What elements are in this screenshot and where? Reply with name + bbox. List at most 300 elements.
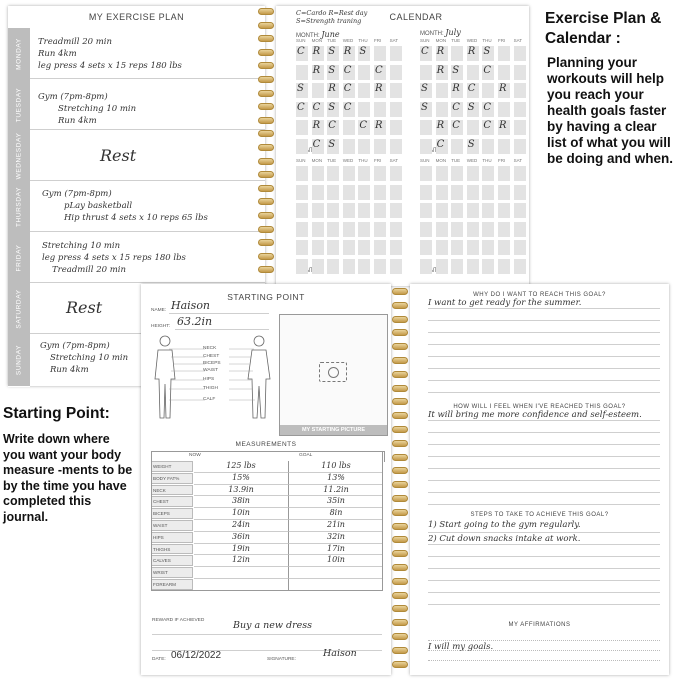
calendar-day-cell[interactable] [498, 185, 510, 200]
calendar-day-cell[interactable] [482, 203, 494, 218]
measure-goal-value[interactable]: 10in [289, 555, 383, 567]
measure-goal-value[interactable]: 110 lbs [289, 461, 383, 473]
calendar-day-cell[interactable] [498, 259, 510, 274]
calendar-day-cell[interactable] [390, 46, 402, 61]
signature-label: SIGNATURE: [267, 657, 296, 662]
weekday-header: MON [435, 158, 447, 163]
day-mark: S [297, 83, 304, 94]
day-mark: R [499, 83, 507, 94]
calendar-day-cell[interactable] [327, 65, 339, 80]
body-label: NECK [203, 346, 217, 351]
measure-col-col_now: NOW [189, 453, 201, 458]
writing-line [428, 332, 660, 333]
calendar-day-cell[interactable] [374, 203, 386, 218]
calendar-day-cell[interactable] [467, 120, 479, 135]
calendar-day-cell[interactable] [420, 83, 432, 98]
calendar-day-cell[interactable] [327, 166, 339, 181]
goals-page [410, 284, 669, 675]
day-mark: R [436, 120, 445, 131]
calendar-day-cell[interactable] [451, 222, 463, 237]
measure-now-value[interactable]: 125 lbs [194, 461, 289, 473]
calendar-day-cell[interactable] [327, 83, 339, 98]
calendar-day-cell[interactable] [498, 240, 510, 255]
calendar-day-cell[interactable] [374, 259, 386, 274]
writing-line [428, 556, 660, 557]
calendar-day-cell[interactable] [451, 46, 463, 61]
day-mark: C [343, 64, 352, 76]
calendar-day-cell[interactable] [467, 166, 479, 181]
day-mark: S [328, 138, 336, 150]
calendar-day-cell[interactable] [358, 102, 370, 117]
writing-line [428, 420, 660, 421]
steps-answer: 1) Start going to the gym regularly. 2) Cut down snacks intake at work. [428, 520, 581, 544]
calendar-day-cell[interactable] [498, 203, 510, 218]
weekday-header: THU [358, 38, 368, 43]
calendar-day-cell[interactable] [482, 166, 494, 181]
day-mark: R [312, 64, 321, 76]
calendar-day-cell[interactable] [327, 185, 339, 200]
writing-line [428, 580, 660, 581]
day-mark: S [467, 138, 475, 150]
calendar-day-cell[interactable] [343, 185, 355, 200]
day-label-saturday: SATURDAY [8, 283, 30, 335]
starting-point-title: STARTING POINT [227, 292, 305, 302]
calendar-day-cell[interactable] [498, 46, 510, 61]
calendar-day-cell[interactable] [467, 185, 479, 200]
calendar-day-cell[interactable] [390, 203, 402, 218]
calendar-day-cell[interactable] [436, 139, 448, 154]
calendar-day-cell[interactable] [296, 222, 308, 237]
calendar-day-cell[interactable] [436, 102, 448, 117]
weekday-header: FRI [374, 158, 382, 163]
calendar-day-cell[interactable] [514, 259, 526, 274]
calendar-day-cell[interactable] [436, 240, 448, 255]
calendar-day-cell[interactable] [343, 166, 355, 181]
calendar-day-cell[interactable] [374, 139, 386, 154]
measure-now-value[interactable]: 12in [194, 555, 289, 567]
weekday-header: TUE [451, 38, 461, 43]
calendar-day-cell[interactable] [498, 120, 510, 135]
calendar-day-cell[interactable] [436, 46, 448, 61]
calendar-day-cell[interactable] [451, 259, 463, 274]
calendar-day-cell[interactable] [451, 102, 463, 117]
calendar-day-cell[interactable] [514, 185, 526, 200]
calendar-day-cell[interactable] [420, 120, 432, 135]
calendar-day-cell[interactable] [358, 240, 370, 255]
date-label: DATE: [152, 657, 166, 662]
spiral-binding [258, 8, 274, 280]
day-mark: S [421, 101, 428, 113]
calendar-day-cell[interactable] [296, 240, 308, 255]
spiral-ring [258, 266, 274, 273]
calendar-day-cell[interactable] [451, 65, 463, 80]
day-label-friday: FRIDAY [8, 232, 30, 284]
plan-caption-text: Planning your workouts will help you reach your health goals faster by having a clear list of what you will be doing and when. [547, 55, 673, 166]
calendar-day-cell[interactable] [482, 185, 494, 200]
spiral-ring [258, 62, 274, 69]
calendar-day-cell[interactable] [390, 166, 402, 181]
calendar-day-cell[interactable] [327, 203, 339, 218]
weekday-header: SAT [513, 38, 523, 43]
weekday-header: SUN [420, 38, 430, 43]
calendar-day-cell[interactable] [467, 240, 479, 255]
spiral-ring [392, 550, 408, 557]
measure-col-col_goal: GOAL [299, 453, 313, 458]
calendar-day-cell[interactable] [343, 102, 355, 117]
calendar-day-cell[interactable] [343, 240, 355, 255]
spiral-ring [392, 481, 408, 488]
writing-line [428, 468, 660, 469]
calendar-day-cell[interactable] [358, 120, 370, 135]
day-mark: C [297, 101, 305, 113]
calendar-day-cell[interactable] [358, 83, 370, 98]
body-label: BICEPS [203, 361, 221, 366]
calendar-day-cell[interactable] [374, 240, 386, 255]
calendar-day-cell[interactable] [390, 83, 402, 98]
writing-line [428, 492, 660, 493]
spiral-ring [258, 22, 274, 29]
weekday-header: TUE [451, 158, 461, 163]
calendar-day-cell[interactable] [451, 166, 463, 181]
measure-goal-value[interactable]: 21in [289, 520, 383, 532]
measure-now-value[interactable]: 24in [194, 520, 289, 532]
calendar-day-cell[interactable] [436, 259, 448, 274]
affirmation-text: I will my goals. [428, 642, 494, 652]
day-mark: S [483, 46, 491, 57]
calendar-day-cell[interactable] [312, 185, 324, 200]
day-mark: S [359, 46, 367, 57]
calendar-day-cell[interactable] [343, 83, 355, 98]
calendar-day-cell[interactable] [327, 259, 339, 274]
calendar-day-cell[interactable] [420, 259, 432, 274]
calendar-day-cell[interactable] [467, 46, 479, 61]
calendar-day-cell[interactable] [374, 65, 386, 80]
measure-row-label: CHEST [151, 496, 193, 507]
calendar-day-cell[interactable] [358, 166, 370, 181]
name-label: NAME: [151, 308, 167, 313]
calendar-day-cell[interactable] [514, 222, 526, 237]
calendar-day-cell[interactable] [482, 120, 494, 135]
calendar-day-cell[interactable] [312, 83, 324, 98]
calendar-day-cell[interactable] [420, 102, 432, 117]
calendar-day-cell[interactable] [390, 185, 402, 200]
calendar-day-cell[interactable] [312, 166, 324, 181]
day-mark: S [467, 101, 475, 113]
calendar-day-cell[interactable] [374, 185, 386, 200]
measure-row-label: FOREARM [151, 579, 193, 590]
day-label-thursday: THURSDAY [8, 181, 30, 233]
weekday-header: FRI [498, 158, 506, 163]
measure-now-value[interactable] [194, 579, 289, 591]
calendar-day-cell[interactable] [482, 259, 494, 274]
writing-line [428, 344, 660, 345]
calendar-day-cell[interactable] [451, 185, 463, 200]
spiral-ring [392, 536, 408, 543]
spiral-ring [392, 467, 408, 474]
calendar-day-cell[interactable] [327, 240, 339, 255]
spiral-ring [392, 523, 408, 530]
day-mark: C [328, 120, 336, 131]
day-mark: C [452, 101, 460, 113]
calendar-day-cell[interactable] [358, 65, 370, 80]
day-mark: C [483, 101, 492, 113]
date-value: 06/12/2022 [171, 650, 222, 661]
measure-now-value[interactable]: 15% [194, 473, 289, 485]
reward-value: Buy a new dress [233, 620, 313, 631]
calendar-day-cell[interactable] [358, 259, 370, 274]
calendar-day-cell[interactable] [390, 222, 402, 237]
calendar-day-cell[interactable] [358, 222, 370, 237]
measure-goal-value[interactable]: 11.2in [289, 485, 383, 497]
calendar-day-cell[interactable] [451, 139, 463, 154]
calendar-day-cell[interactable] [436, 203, 448, 218]
calendar-day-cell[interactable] [327, 139, 339, 154]
sunday-plan: Gym (7pm-8pm) Stretching 10 min Run 4km [40, 341, 129, 375]
name-value: Haison [171, 299, 211, 312]
weekday-header: FRI [374, 38, 382, 43]
day-mark: C [343, 101, 352, 113]
calendar-day-cell[interactable] [327, 102, 339, 117]
calendar-day-cell[interactable] [467, 203, 479, 218]
wednesday-plan: Rest [100, 146, 137, 165]
calendar-day-cell[interactable] [467, 83, 479, 98]
camera-icon [319, 362, 347, 382]
calendar-day-cell[interactable] [514, 166, 526, 181]
calendar-day-cell[interactable] [374, 102, 386, 117]
calendar-page [276, 6, 529, 286]
calendar-day-cell[interactable] [374, 166, 386, 181]
calendar-day-cell[interactable] [467, 65, 479, 80]
tuesday-plan: Gym (7pm-8pm) Stretching 10 min Run 4km [38, 92, 137, 126]
calendar-day-cell[interactable] [390, 139, 402, 154]
calendar-day-cell[interactable] [467, 102, 479, 117]
calendar-day-cell[interactable] [312, 102, 324, 117]
weekday-header: WED [342, 158, 354, 163]
calendar-day-cell[interactable] [358, 139, 370, 154]
start-caption-text: Write down where you want your body measure -ments to be by the time you have completed this journal. [3, 432, 133, 524]
spiral-ring [258, 158, 274, 165]
calendar-day-cell[interactable] [436, 222, 448, 237]
measure-now-value[interactable]: 36in [194, 532, 289, 544]
measure-now-value[interactable]: 19in [194, 544, 289, 556]
spiral-ring [392, 509, 408, 516]
calendar-day-cell[interactable] [312, 203, 324, 218]
measure-goal-value[interactable] [289, 579, 383, 591]
calendar-day-cell[interactable] [482, 102, 494, 117]
calendar-day-cell[interactable] [296, 102, 308, 117]
calendar-day-cell[interactable] [296, 139, 308, 154]
day-mark: S [328, 46, 336, 57]
calendar-day-cell[interactable] [514, 46, 526, 61]
weekday-header: FRI [498, 38, 506, 43]
spiral-ring [258, 171, 274, 178]
calendar-day-cell[interactable] [451, 120, 463, 135]
spiral-ring [258, 185, 274, 192]
calendar-day-cell[interactable] [420, 139, 432, 154]
calendar-day-cell[interactable] [482, 139, 494, 154]
calendar-day-cell[interactable] [420, 46, 432, 61]
writing-line [428, 504, 660, 505]
calendar-day-cell[interactable] [420, 166, 432, 181]
calendar-day-cell[interactable] [312, 120, 324, 135]
calendar-day-cell[interactable] [358, 46, 370, 61]
dotted-line [428, 640, 660, 641]
day-mark: C [297, 46, 305, 57]
calendar-day-cell[interactable] [327, 222, 339, 237]
calendar-day-cell[interactable] [312, 240, 324, 255]
calendar-day-cell[interactable] [514, 65, 526, 80]
calendar-day-cell[interactable] [451, 83, 463, 98]
calendar-day-cell[interactable] [482, 83, 494, 98]
calendar-day-cell[interactable] [343, 259, 355, 274]
calendar-day-cell[interactable] [374, 222, 386, 237]
calendar-day-cell[interactable] [498, 102, 510, 117]
calendar-day-cell[interactable] [296, 46, 308, 61]
measure-goal-value[interactable]: 17in [289, 544, 383, 556]
day-mark: S [452, 64, 460, 76]
measure-goal-value[interactable]: 13% [289, 473, 383, 485]
calendar-day-cell[interactable] [482, 46, 494, 61]
day-label-wednesday: WEDNESDAY [8, 130, 30, 182]
measure-now-value[interactable] [194, 567, 289, 579]
day-mark: R [375, 83, 383, 94]
spiral-ring [392, 454, 408, 461]
calendar-day-cell[interactable] [451, 203, 463, 218]
calendar-day-cell[interactable] [327, 46, 339, 61]
calendar-day-cell[interactable] [436, 83, 448, 98]
body-label: THIGH [203, 386, 218, 391]
spiral-ring [392, 495, 408, 502]
calendar-day-cell[interactable] [312, 65, 324, 80]
calendar-day-cell[interactable] [374, 120, 386, 135]
calendar-day-cell[interactable] [514, 83, 526, 98]
calendar-day-cell[interactable] [514, 139, 526, 154]
feel-answer: It will bring me more confidence and self-esteem. [428, 410, 642, 420]
spiral-ring [258, 103, 274, 110]
calendar-day-cell[interactable] [498, 139, 510, 154]
calendar-day-cell[interactable] [436, 120, 448, 135]
calendar-day-cell[interactable] [514, 120, 526, 135]
calendar-day-cell[interactable] [343, 222, 355, 237]
monday-plan: Treadmill 20 min Run 4km leg press 4 sets x 15 reps 180 lbs [38, 37, 182, 71]
calendar-day-cell[interactable] [498, 166, 510, 181]
calendar-day-cell[interactable] [514, 240, 526, 255]
calendar-day-cell[interactable] [498, 222, 510, 237]
spiral-ring [258, 239, 274, 246]
calendar-day-cell[interactable] [482, 222, 494, 237]
weekday-header: MON [311, 158, 323, 163]
measure-now-value[interactable]: 13.9in [194, 485, 289, 497]
calendar-day-cell[interactable] [343, 65, 355, 80]
body-label: HIPS [203, 377, 215, 382]
calendar-day-cell[interactable] [420, 203, 432, 218]
calendar-day-cell[interactable] [312, 222, 324, 237]
spiral-ring [258, 144, 274, 151]
steps-label: STEPS TO TAKE TO ACHIEVE THIS GOAL? [470, 512, 609, 518]
calendar-day-cell[interactable] [498, 65, 510, 80]
measure-now-value[interactable]: 10in [194, 508, 289, 520]
day-label-sunday: SUNDAY [8, 334, 30, 387]
measure-now-value[interactable]: 38in [194, 496, 289, 508]
measure-goal-value[interactable] [289, 567, 383, 579]
calendar-day-cell[interactable] [390, 240, 402, 255]
measure-goal-value[interactable]: 35in [289, 496, 383, 508]
calendar-day-cell[interactable] [436, 185, 448, 200]
day-mark: C [483, 120, 492, 131]
measure-row-label: WAIST [151, 520, 193, 531]
weekday-header: THU [358, 158, 368, 163]
spiral-binding-front [392, 288, 408, 676]
calendar-day-cell[interactable] [420, 65, 432, 80]
calendar-day-cell[interactable] [420, 240, 432, 255]
calendar-day-cell[interactable] [467, 222, 479, 237]
calendar-day-cell[interactable] [436, 166, 448, 181]
calendar-day-cell[interactable] [296, 120, 308, 135]
weekday-header: SUN [420, 158, 430, 163]
spiral-ring [392, 605, 408, 612]
calendar-day-cell[interactable] [343, 203, 355, 218]
day-mark: C [452, 120, 460, 131]
spiral-ring [392, 412, 408, 419]
spiral-ring [258, 35, 274, 42]
calendar-day-cell[interactable] [358, 185, 370, 200]
calendar-day-cell[interactable] [482, 65, 494, 80]
calendar-day-cell[interactable] [451, 240, 463, 255]
calendar-day-cell[interactable] [343, 46, 355, 61]
calendar-day-cell[interactable] [296, 185, 308, 200]
spiral-ring [258, 90, 274, 97]
writing-line [428, 392, 660, 393]
calendar-day-cell[interactable] [296, 259, 308, 274]
calendar-day-cell[interactable] [514, 203, 526, 218]
calendar-day-cell[interactable] [312, 259, 324, 274]
day-mark: S [328, 64, 336, 76]
calendar-day-cell[interactable] [296, 83, 308, 98]
calendar-day-cell[interactable] [390, 65, 402, 80]
calendar-day-cell[interactable] [390, 120, 402, 135]
calendar-day-cell[interactable] [343, 139, 355, 154]
weekday-header: WED [342, 38, 354, 43]
calendar-day-cell[interactable] [436, 65, 448, 80]
day-label-monday: MONDAY [8, 28, 30, 80]
calendar-day-cell[interactable] [296, 203, 308, 218]
calendar-day-cell[interactable] [467, 259, 479, 274]
calendar-day-cell[interactable] [390, 259, 402, 274]
calendar-day-cell[interactable] [296, 65, 308, 80]
calendar-day-cell[interactable] [312, 139, 324, 154]
calendar-day-cell[interactable] [467, 139, 479, 154]
measure-goal-value[interactable]: 8in [289, 508, 383, 520]
calendar-day-cell[interactable] [374, 83, 386, 98]
calendar-day-cell[interactable] [343, 120, 355, 135]
weekday-header: SAT [389, 38, 399, 43]
calendar-day-cell[interactable] [420, 222, 432, 237]
height-value: 63.2in [177, 315, 213, 328]
calendar-day-cell[interactable] [296, 166, 308, 181]
calendar-day-cell[interactable] [358, 203, 370, 218]
calendar-day-cell[interactable] [514, 102, 526, 117]
calendar-day-cell[interactable] [312, 46, 324, 61]
calendar-day-cell[interactable] [498, 83, 510, 98]
calendar-day-cell[interactable] [374, 46, 386, 61]
calendar-day-cell[interactable] [327, 120, 339, 135]
calendar-day-cell[interactable] [482, 240, 494, 255]
measure-goal-value[interactable]: 32in [289, 532, 383, 544]
weekday-header: WED [466, 158, 478, 163]
calendar-day-cell[interactable] [420, 185, 432, 200]
calendar-day-cell[interactable] [390, 102, 402, 117]
spiral-ring [392, 357, 408, 364]
